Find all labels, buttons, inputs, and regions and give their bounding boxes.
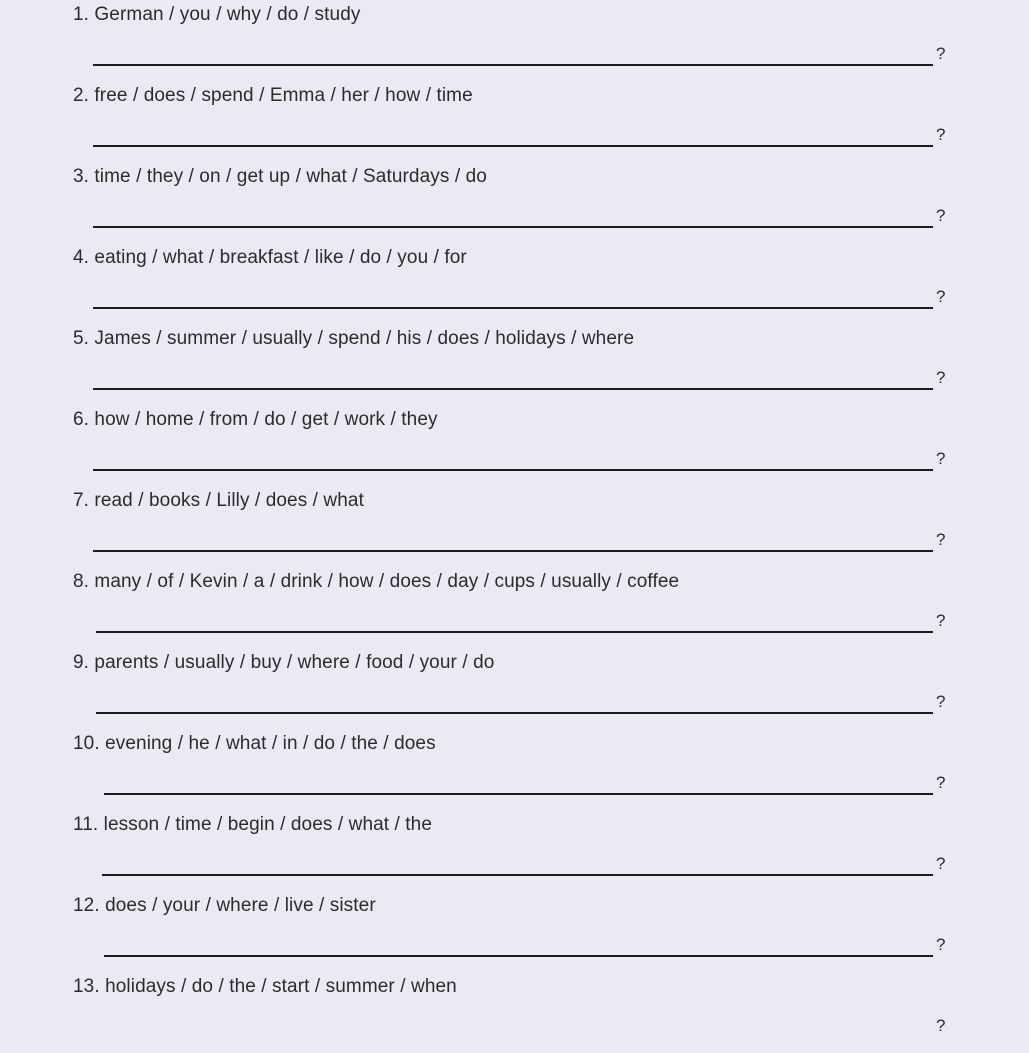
answer-line[interactable] <box>93 307 933 309</box>
question-mark: ? <box>936 773 946 792</box>
question-mark: ? <box>936 854 946 873</box>
exercise-prompt: 1. German / you / why / do / study <box>73 4 361 25</box>
exercise-prompt: 11. lesson / time / begin / does / what / the <box>73 814 433 835</box>
exercise-prompt: 4. eating / what / breakfast / like / do / you / for <box>73 247 467 268</box>
exercise-item <box>0 405 1029 486</box>
exercise-prompt: 9. parents / usually / buy / where / food / your / do <box>73 652 495 673</box>
exercise-item <box>0 810 1029 891</box>
exercise-prompt: 5. James / summer / usually / spend / his / does / holidays / where <box>73 328 635 349</box>
answer-line[interactable] <box>102 874 933 876</box>
question-mark: ? <box>936 935 946 954</box>
exercise-prompt: 3. time / they / on / get up / what / Saturdays / do <box>73 166 487 187</box>
exercise-item <box>0 0 1029 81</box>
exercise-prompt: 13. holidays / do / the / start / summer / when <box>73 976 457 997</box>
exercise-prompt: 12. does / your / where / live / sister <box>73 895 376 916</box>
answer-line[interactable] <box>93 469 933 471</box>
answer-line[interactable] <box>96 631 933 633</box>
exercise-item <box>0 729 1029 810</box>
answer-line[interactable] <box>93 388 933 390</box>
exercise-item <box>0 648 1029 729</box>
exercise-item <box>0 162 1029 243</box>
exercise-item <box>0 972 1029 1053</box>
exercise-item <box>0 486 1029 567</box>
exercise-item <box>0 567 1029 648</box>
question-mark: ? <box>936 449 946 468</box>
exercise-prompt: 10. evening / he / what / in / do / the / does <box>73 733 436 754</box>
exercise-prompt: 6. how / home / from / do / get / work / they <box>73 409 438 430</box>
exercise-prompt: 7. read / books / Lilly / does / what <box>73 490 364 511</box>
answer-line[interactable] <box>93 64 933 66</box>
exercise-item <box>0 243 1029 324</box>
question-mark: ? <box>936 368 946 387</box>
exercise-item <box>0 324 1029 405</box>
answer-line[interactable] <box>104 793 933 795</box>
question-mark: ? <box>936 125 946 144</box>
question-mark: ? <box>936 44 946 63</box>
question-mark: ? <box>936 1016 946 1035</box>
answer-line[interactable] <box>93 145 933 147</box>
question-mark: ? <box>936 530 946 549</box>
question-mark: ? <box>936 611 946 630</box>
exercise-prompt: 2. free / does / spend / Emma / her / how / time <box>73 85 473 106</box>
exercise-item <box>0 81 1029 162</box>
answer-line[interactable] <box>104 955 933 957</box>
exercise-prompt: 8. many / of / Kevin / a / drink / how / does / day / cups / usually / coffee <box>73 571 680 592</box>
question-mark: ? <box>936 692 946 711</box>
question-mark: ? <box>936 287 946 306</box>
answer-line[interactable] <box>96 712 933 714</box>
answer-line[interactable] <box>93 226 933 228</box>
question-mark: ? <box>936 206 946 225</box>
answer-line[interactable] <box>93 550 933 552</box>
exercise-item <box>0 891 1029 972</box>
